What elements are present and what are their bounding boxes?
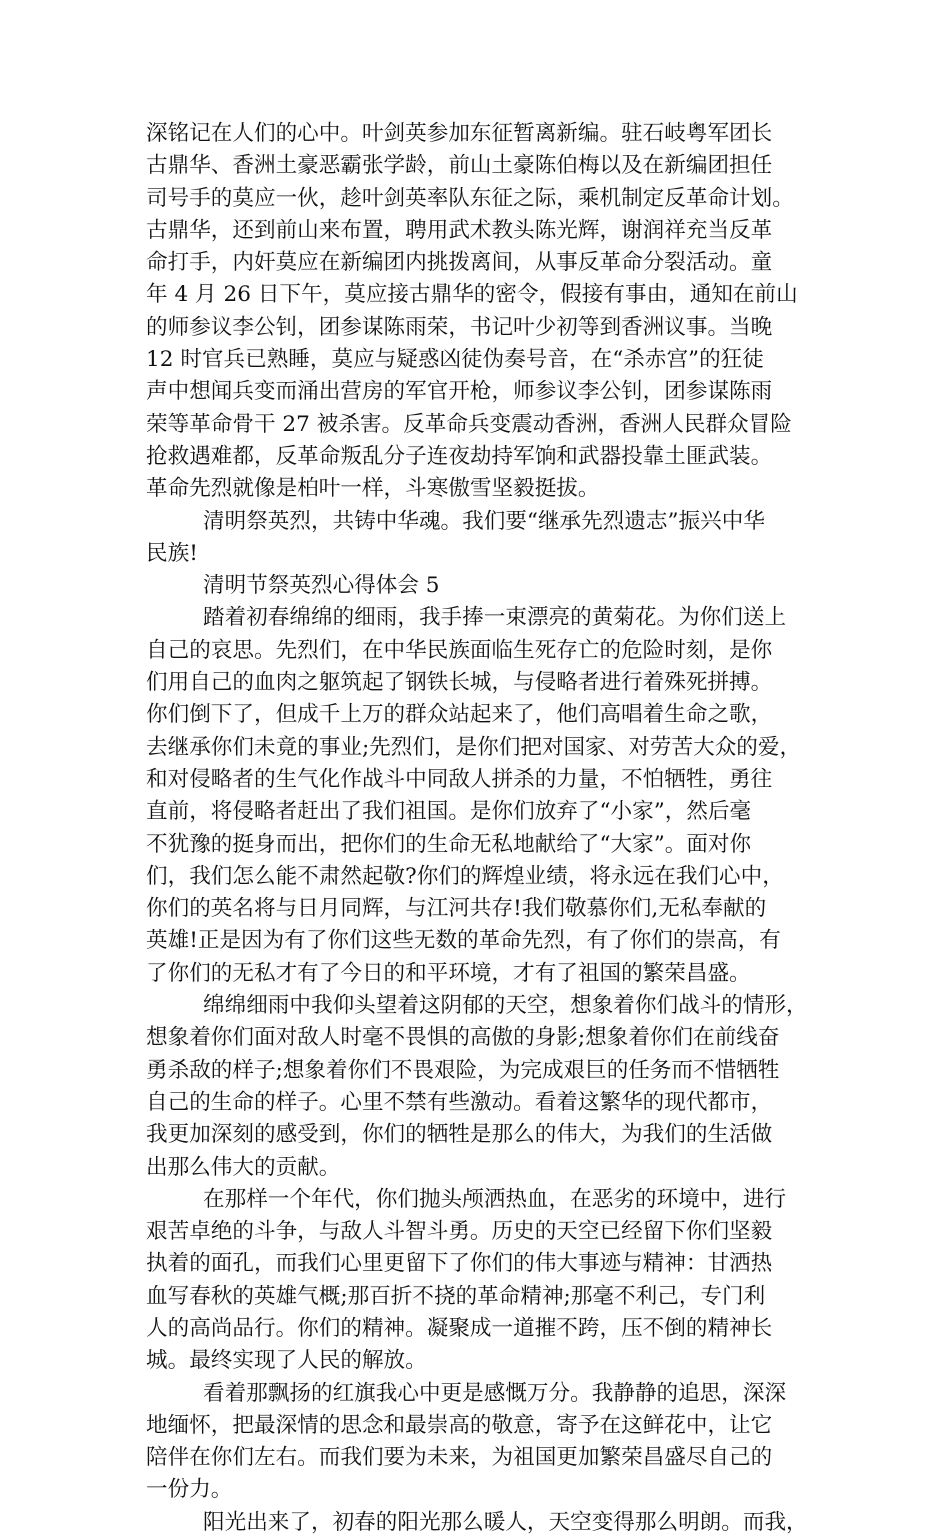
text-line: 地缅怀，把最深情的思念和最崇高的敬意，寄予在这鲜花中，让它 [146, 1412, 773, 1438]
text-line: 古鼎华、香洲土豪恶霸张学龄，前山土豪陈伯梅以及在新编团担任 [146, 153, 773, 179]
text-line: 抢救遇难都，反革命叛乱分子连夜劫持军饷和武器投靠土匪武装。 [146, 443, 773, 469]
text-line: 12 时官兵已熟睡，莫应与疑惑凶徒伪奏号音，在“杀赤宫”的狂徒 [146, 347, 764, 373]
text-line: 清明祭英烈，共铸中华魂。我们要“继承先烈遗志”振兴中华 [203, 508, 765, 534]
text-line: 血写春秋的英雄气概;那百折不挠的革命精神;那毫不利己，专门利 [146, 1283, 766, 1309]
text-line: 看着那飘扬的红旗我心中更是感慨万分。我静静的追思，深深 [203, 1380, 787, 1406]
text-line: 我更加深刻的感受到，你们的牺牲是那么的伟大，为我们的生活做 [146, 1122, 773, 1148]
text-line: 自己的哀思。先烈们，在中华民族面临生死存亡的危险时刻，是你 [146, 637, 773, 663]
text-line: 艰苦卓绝的斗争，与敌人斗智斗勇。历史的天空已经留下你们坚毅 [146, 1219, 773, 1245]
text-line: 荣等革命骨干 27 被杀害。反革命兵变震动香洲，香洲人民群众冒险 [146, 411, 792, 437]
text-line: 阳光出来了，初春的阳光那么暖人，天空变得那么明朗。而我， [203, 1509, 808, 1535]
text-line: 直前，将侵略者赶出了我们祖国。是你们放弃了“小家”，然后毫 [146, 799, 752, 825]
text-line: 司号手的莫应一伙，趁叶剑英率队东征之际，乘机制定反革命计划。 [146, 185, 794, 211]
text-line: 执着的面孔，而我们心里更留下了你们的伟大事迹与精神：甘洒热 [146, 1251, 773, 1277]
text-line: 人的高尚品行。你们的精神。凝聚成一道摧不跨，压不倒的精神长 [146, 1315, 773, 1341]
text-line: 的师参议李公钊，团参谋陈雨荣，书记叶少初等到香洲议事。当晚 [146, 314, 773, 340]
text-line: 命打手，内奸莫应在新编团内挑拨离间，从事反革命分裂活动。童 [146, 250, 773, 276]
document-page [146, 118, 822, 1539]
text-line: 自己的生命的样子。心里不禁有些激动。看着这繁华的现代都市， [146, 1089, 773, 1115]
text-line: 你们的英名将与日月同辉，与江河共存!我们敬慕你们,无私奉献的 [146, 896, 767, 922]
text-line: 一份力。 [146, 1477, 233, 1503]
text-line: 想象着你们面对敌人时毫不畏惧的高傲的身影;想象着你们在前线奋 [146, 1025, 780, 1051]
text-line: 古鼎华，还到前山来布置，聘用武术教头陈光辉，谢润祥充当反革 [146, 217, 773, 243]
text-line: 踏着初春绵绵的细雨，我手捧一束漂亮的黄菊花。为你们送上 [203, 605, 787, 631]
text-line: 勇杀敌的样子;想象着你们不畏艰险，为完成艰巨的任务而不惜牺牲 [146, 1057, 780, 1083]
text-line: 们，我们怎么能不肃然起敬?你们的辉煌业绩，将永远在我们心中， [146, 863, 784, 889]
text-line: 清明节祭英烈心得体会 5 [203, 573, 440, 599]
text-line: 了你们的无私才有了今日的和平环境，才有了祖国的繁荣昌盛。 [146, 960, 751, 986]
text-line: 绵绵细雨中我仰头望着这阴郁的天空，想象着你们战斗的情形， [203, 993, 808, 1019]
text-line: 去继承你们未竟的事业;先烈们，是你们把对国家、对劳苦大众的爱， [146, 734, 802, 760]
text-line: 民族! [146, 540, 198, 566]
text-line: 英雄!正是因为有了你们这些无数的革命先烈，有了你们的崇高，有 [146, 928, 781, 954]
text-line: 在那样一个年代，你们抛头颅洒热血，在恶劣的环境中，进行 [203, 1186, 787, 1212]
text-line: 们用自己的血肉之躯筑起了钢铁长城，与侵略者进行着殊死拼搏。 [146, 670, 773, 696]
text-line: 声中想闻兵变而涌出营房的军官开枪，师参议李公钊，团参谋陈雨 [146, 379, 773, 405]
text-line: 深铭记在人们的心中。叶剑英参加东征暂离新编。驻石岐粤军团长 [146, 121, 773, 146]
text-line: 年 4 月 26 日下午，莫应接古鼎华的密令，假接有事由，通知在前山 [146, 282, 798, 308]
text-line: 你们倒下了，但成千上万的群众站起来了，他们高唱着生命之歌， [146, 702, 773, 728]
text-line: 不犹豫的挺身而出，把你们的生命无私地献给了“大家”。面对你 [146, 831, 752, 857]
text-line: 陪伴在你们左右。而我们要为未来，为祖国更加繁荣昌盛尽自己的 [146, 1445, 773, 1471]
text-line: 城。最终实现了人民的解放。 [146, 1348, 427, 1374]
text-line: 革命先烈就像是柏叶一样，斗寒傲雪坚毅挺拔。 [146, 476, 600, 502]
text-line: 和对侵略者的生气化作战斗中同敌人拼杀的力量，不怕牺牲，勇往 [146, 766, 773, 792]
text-line: 出那么伟大的贡献。 [146, 1154, 341, 1180]
